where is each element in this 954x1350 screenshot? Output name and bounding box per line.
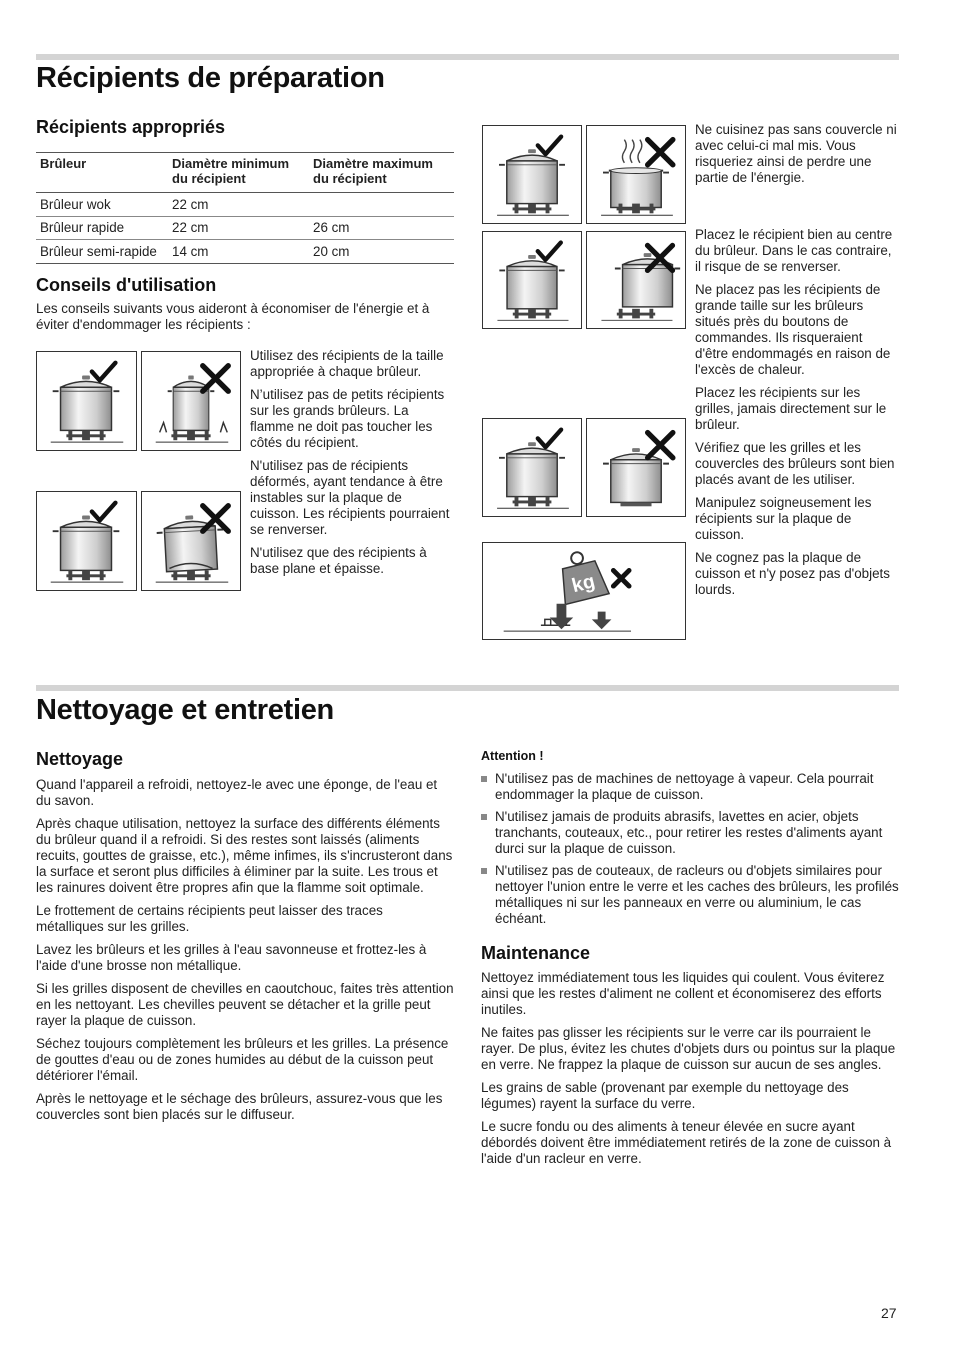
tip-large-pots-controls: Ne placez pas les récipients de grande taille sur les brûleurs situés près du boutons de commandes. Ils risqueraient d'être endommagés en raison de l'excès de chaleur. (695, 282, 891, 377)
maintenance-paragraph: Nettoyez immédiatement tous les liquides qui coulent. Vous éviterez ainsi que les restes d'aliment ne collent et économiserez des efforts inutiles. (481, 970, 885, 1017)
tip-deformed: N'utilisez pas de récipients déformés, ayant tendance à être instables sur la plaque de cuisson. Les récipients pourraient se renverser. (250, 458, 450, 537)
table-cell: Brûleur wok (36, 193, 168, 217)
header-burner: Brûleur (36, 153, 168, 193)
illustration-pot-centered (482, 231, 582, 329)
heading-maintenance: Maintenance (481, 943, 591, 963)
list-item: N'utilisez pas de machines de nettoyage à vapeur. Cela pourrait endommager la plaque de cuisson. (481, 771, 899, 803)
tips-left-text (250, 348, 454, 577)
section-rule-1 (36, 54, 899, 60)
header-min-diameter: Diamètre minimum du récipient (168, 153, 309, 193)
illustration-deformed-pot (141, 491, 241, 591)
cleaning-paragraph: Séchez toujours complètement les brûleurs et les grilles. La présence de gouttes d'eau ou de zones humides au début de la cuisson peut détériorer l'émail. (36, 1036, 449, 1083)
illustration-pot-off-center (586, 231, 686, 329)
attention-label: Attention ! (481, 749, 544, 763)
section-title-cookware: Récipients de préparation (36, 62, 385, 94)
maintenance-text (481, 970, 899, 1167)
heading-usage-tips: Conseils d'utilisation (36, 275, 217, 295)
illustration-small-pot-large-burner (141, 351, 241, 451)
table-cell: 22 cm (168, 216, 309, 240)
cleaning-paragraph: Après le nettoyage et le séchage des brûleurs, assurez-vous que les couvercles sont bien placés sur le diffuseur. (36, 1091, 443, 1122)
tip-flat-base: N'utilisez que des récipients à base plane et épaisse. (250, 545, 427, 576)
heading-suitable-cookware: Récipients appropriés (36, 117, 226, 137)
illustration-pot-no-lid (586, 125, 686, 224)
header-max-diameter: Diamètre maximum du récipient (309, 153, 454, 193)
cleaning-paragraph: Si les grilles disposent de chevilles en caoutchouc, faites très attention en les nettoyant. Les chevilles peuvent se détacher et la grille peut rayer la plaque de cuisson. (36, 981, 454, 1028)
maintenance-paragraph: Les grains de sable (provenant par exemple du nettoyage des légumes) rayent la surface du verre. (481, 1080, 849, 1111)
table-row (36, 193, 454, 217)
section-title-cleaning: Nettoyage et entretien (36, 694, 334, 726)
illustration-pot-with-lid (482, 125, 582, 224)
table-cell: 22 cm (168, 193, 309, 217)
table-header-row (36, 153, 454, 193)
section-rule-2 (36, 685, 899, 691)
tip-handle-carefully: Manipulez soigneusement les récipients sur la plaque de cuisson. (695, 495, 872, 542)
burner-table (36, 152, 454, 264)
tip-right-size: Utilisez des récipients de la taille appropriée à chaque brûleur. (250, 348, 444, 379)
table-cell: 20 cm (309, 240, 454, 264)
table-cell: 14 cm (168, 240, 309, 264)
heading-cleaning: Nettoyage (36, 749, 124, 769)
cleaning-paragraph: Le frottement de certains récipients peut laisser des traces métalliques sur les grilles. (36, 903, 383, 934)
attention-list (481, 771, 899, 933)
cleaning-paragraph: Quand l'appareil a refroidi, nettoyez-le avec une éponge, de l'eau et du savon. (36, 777, 438, 808)
table-row (36, 240, 454, 264)
tip-lid: Ne cuisinez pas sans couvercle ni avec celui-ci mal mis. Vous risqueriez ainsi de perdre une partie de l'énergie. (695, 122, 897, 185)
cleaning-text (36, 777, 454, 1123)
tip-small-pots: N’utilisez pas de petits récipients sur les grands brûleurs. La flamme ne doit pas toucher les côtés du récipient. (250, 387, 445, 450)
table-cell: Brûleur semi-rapide (36, 240, 168, 264)
tips-center-text (695, 227, 899, 598)
list-item: N'utilisez jamais de produits abrasifs, lavettes en acier, objets tranchants, couteaux, etc., pour retirer les restes d'aliments ayant durci sur la plaque de cuisson. (481, 809, 899, 857)
cleaning-paragraph: Lavez les brûleurs et les grilles à l'eau savonneuse et frottez-les à l'aide d'une brosse non métallique. (36, 942, 427, 973)
tip-on-grate: Placez les récipients sur les grilles, jamais directement sur le brûleur. (695, 385, 887, 432)
tip-check-grates: Vérifiez que les grilles et les couvercles des brûleurs sont bien placés avant de les utiliser. (695, 440, 895, 487)
illustration-pot-on-burner (586, 418, 686, 517)
tip-no-heavy-objects: Ne cognez pas la plaque de cuisson et n'y posez pas d'objets lourds. (695, 550, 890, 597)
weight-label: kg (569, 570, 598, 598)
list-item: N'utilisez pas de couteaux, de racleurs ou d'objets similaires pour nettoyer l'union entre le verre et les caches des brûleurs, les profilés métalliques ni sur les panneaux en verre ou aluminium, le cas échéant. (481, 863, 899, 927)
table-cell: Brûleur rapide (36, 216, 168, 240)
maintenance-paragraph: Le sucre fondu ou des aliments à teneur élevée en sucre ayant débordés doivent être immédiatement retirés de la zone de cuisson à l'aide d'un racleur en verre. (481, 1119, 892, 1166)
page-number: 27 (881, 1305, 897, 1321)
table-cell: 26 cm (309, 216, 454, 240)
illustration-heavy-object (482, 542, 686, 640)
illustration-pot-on-grate (482, 418, 582, 517)
illustration-right-size-pot (36, 351, 137, 451)
usage-tips-intro: Les conseils suivants vous aideront à économiser de l'énergie et à éviter d'endommager les récipients : (36, 301, 430, 332)
cleaning-paragraph: Après chaque utilisation, nettoyez la surface des différents éléments du brûleur quand il a refroidi. Si des restes sont laissés (aliments recuits, gouttes de graisse, etc.), même infimes, ils s'incrusteront dans la surface et seront plus difficiles à éliminer par la suite. Les trous et les rainures doivent être propres afin que la flamme soit optimale. (36, 816, 453, 895)
table-cell (309, 193, 454, 217)
illustration-flat-pot (36, 491, 137, 591)
tip-centered: Placez le récipient bien au centre du brûleur. Dans le cas contraire, il risque de se renverser. (695, 227, 893, 274)
table-row (36, 216, 454, 240)
maintenance-paragraph: Ne faites pas glisser les récipients sur le verre car ils pourraient le rayer. De plus, évitez les chutes d'objets durs ou pointus sur la plaque en verre. Ne frappez la plaque de cuisson sur aucun de ses angles. (481, 1025, 896, 1072)
